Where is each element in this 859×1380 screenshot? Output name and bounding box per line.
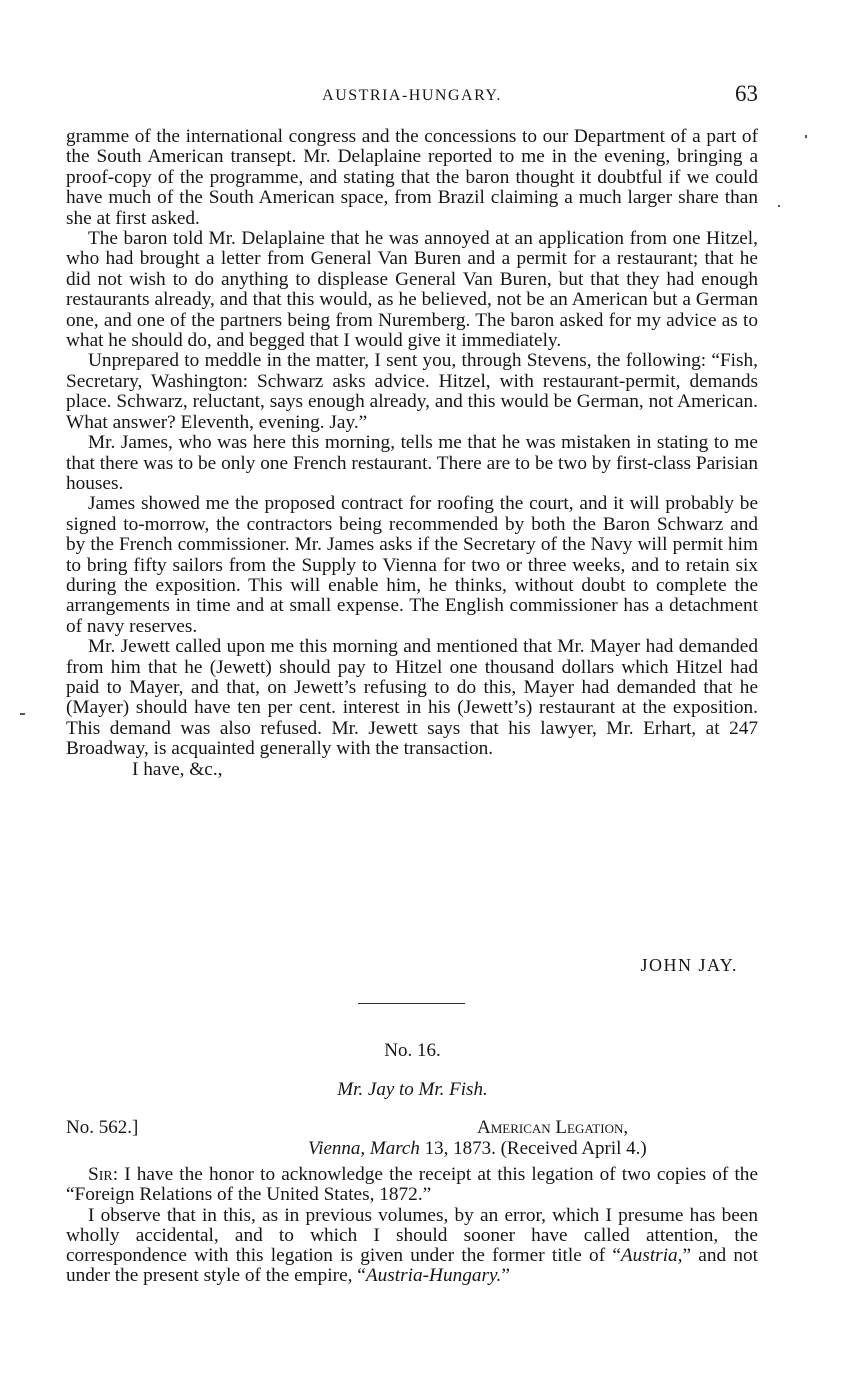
document-number: No. 16. xyxy=(384,1040,441,1061)
running-head: AUSTRIA-HUNGARY. xyxy=(322,87,502,104)
paragraph: The baron told Mr. Delaplaine that he was annoyed at an application from one Hitzel, who had brought a letter from General Van Buren and a permit for a restaurant; that he did not wish to do anything to displease General Van Buren, but that they had enough restaurants already, and that this would, as he believed, not be an American but a German one, and one of the partners being from Nuremberg. The baron asked for my advice as to what he should do, and begged that I would give it immediately. xyxy=(66,228,758,352)
paragraph-continued: gramme of the international congress and the concessions to our Department of a part of the South American transept. Mr. Delaplaine reported to me in the evening, bringing a proof-copy of the programme, and stating that the baron thought it doubtful if we could have much of the South American space, from Brazil claiming a much larger share than she at first asked. xyxy=(66,126,758,229)
closing-line: I have, &c., xyxy=(132,758,223,780)
emphasis-text: Austria, xyxy=(620,1245,683,1267)
page-number: 63 xyxy=(735,81,758,106)
paragraph: Mr. Jewett called upon me this morning and mentioned that Mr. Mayer had demanded from him that he (Jewett) should pay to Hitzel one thousand dollars which Hitzel had paid to Mayer, and that, on Jewett’s refusing to do this, Mayer had demanded that he (Mayer) should have ten per cent. interest in his (Jewett’s) restaurant at the exposition. This demand was also refused. Mr. Jewett says that his lawyer, Mr. Erhart, at 247 Broadway, is acquainted generally with the transaction. xyxy=(66,636,758,760)
paragraph: Mr. James, who was here this morning, tells me that he was mistaken in stating to me that there was to be only one French restaurant. There are to be two by first-class Parisian houses. xyxy=(66,432,758,494)
paragraph-text: I observe that in this, as in previous volumes, by an error, which I presume has been wholly accidental, and to which I should sooner have called attention, the correspondence with this legation is given under the former title of “ xyxy=(66,1204,758,1267)
section-divider xyxy=(358,1003,465,1004)
letter-body xyxy=(66,127,758,780)
ink-speck xyxy=(778,205,780,207)
paragraph xyxy=(66,1165,758,1206)
dateline-place: Vienna, March xyxy=(308,1138,420,1159)
paragraph-text: ” xyxy=(501,1265,510,1287)
dateline xyxy=(308,1138,647,1160)
ink-speck xyxy=(20,713,25,715)
paragraph-text: : I have the honor to acknowledge the receipt at this legation of two copies of the “Foreign Relations of the United States, 1872.” xyxy=(66,1164,758,1206)
salutation: Sir xyxy=(88,1164,113,1185)
paragraph xyxy=(66,1206,758,1287)
dateline-rest: 13, 1873. (Received April 4.) xyxy=(419,1138,647,1159)
dispatch-number: No. 562.] xyxy=(66,1117,139,1138)
paragraph-text: ” and not under the present style of the empire, “ xyxy=(66,1245,758,1287)
paragraph: Unprepared to meddle in the matter, I sent you, through Stevens, the following: “Fish, Secretary, Washington: Schwarz asks advice. Hitzel, with restaurant-permit, demands place. Schwarz, reluctant, says enough already, and this would be German, not American. What answer? Eleventh, evening. Jay.” xyxy=(66,350,758,433)
emphasis-text: Austria-Hungary. xyxy=(365,1265,502,1287)
new-letter-body xyxy=(66,1165,758,1287)
legation-heading: American Legation, xyxy=(477,1117,629,1138)
document-title: Mr. Jay to Mr. Fish. xyxy=(337,1079,488,1100)
paragraph: James showed me the proposed contract for roofing the court, and it will probably be signed to-morrow, the contractors being recommended by both the Baron Schwarz and by the French commissioner. Mr. James asks if the Secretary of the Navy will permit him to bring fifty sailors from the Supply to Vienna for two or three weeks, and to retain six during the exposition. This will enable him, he thinks, without doubt to complete the arrangements in time and at small expense. The English commissioner has a detachment of navy reserves. xyxy=(66,493,758,637)
ink-speck xyxy=(805,135,807,138)
signature: JOHN JAY. xyxy=(640,955,738,975)
page-header xyxy=(66,81,758,111)
